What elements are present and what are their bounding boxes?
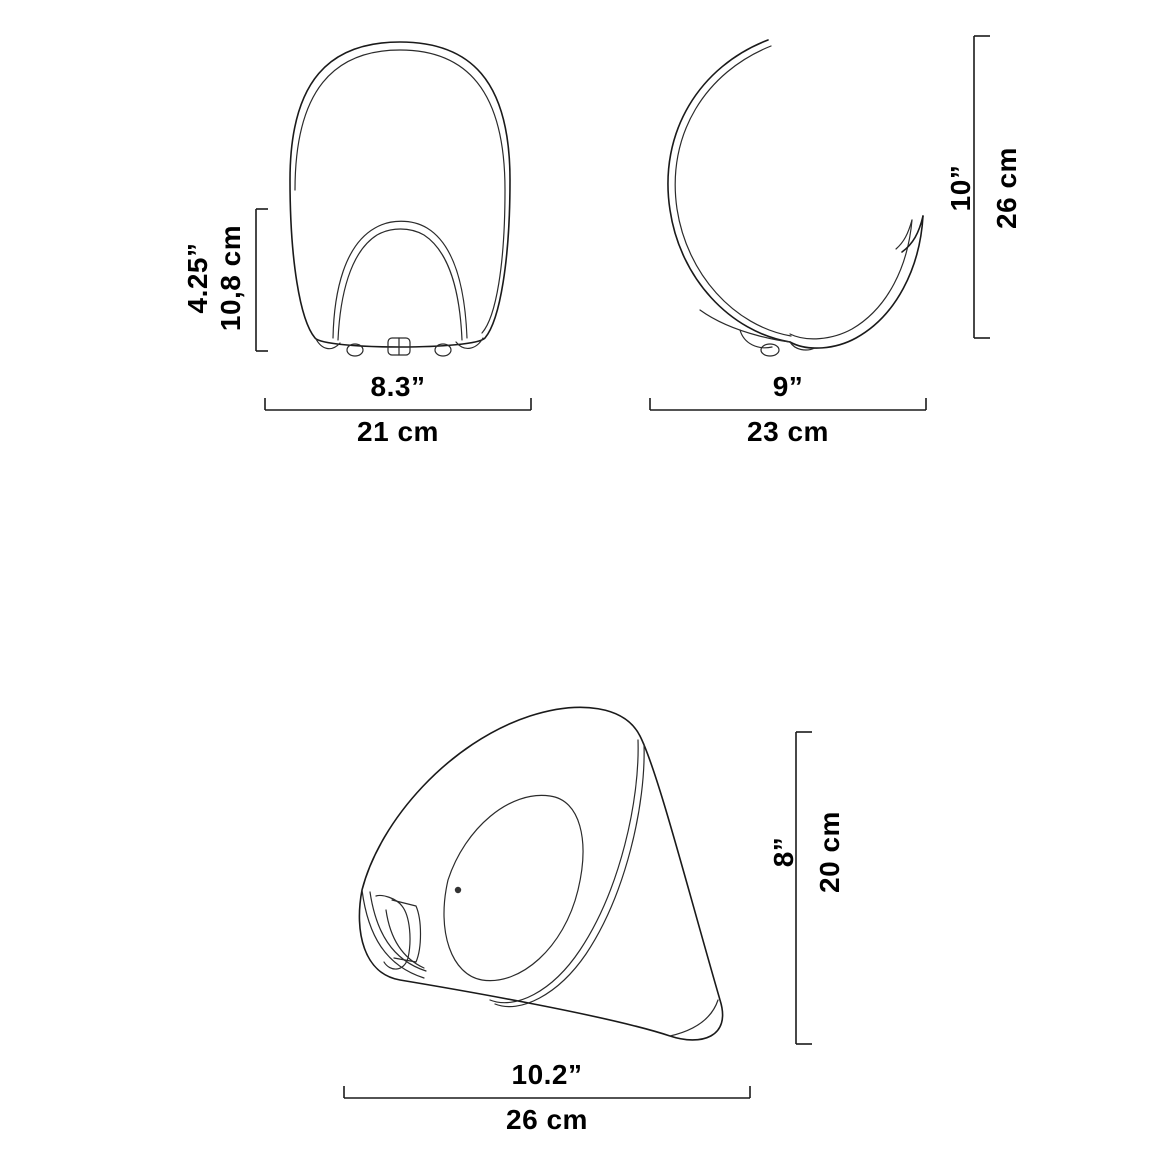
front-width-inches-label: 8.3” bbox=[370, 371, 426, 402]
perspective-height-cm-label: 20 cm bbox=[814, 811, 845, 893]
front-width-dimension-line bbox=[263, 405, 533, 415]
perspective-view-group bbox=[340, 700, 760, 1060]
side-width-inches-label: 9” bbox=[772, 371, 804, 402]
perspective-width-cm-label: 26 cm bbox=[506, 1104, 588, 1135]
front-height-cm-label: 10,8 cm bbox=[215, 224, 246, 332]
front-width-cm-label: 21 cm bbox=[357, 416, 439, 447]
front-view-group bbox=[250, 20, 550, 360]
front-height-inches-label: 4.25” bbox=[182, 242, 213, 314]
front-view-drawing bbox=[250, 20, 550, 360]
perspective-width-inches-label: 10.2” bbox=[511, 1059, 583, 1090]
perspective-height-inches-label: 8” bbox=[768, 836, 799, 868]
side-height-inches-label: 10” bbox=[945, 164, 976, 212]
perspective-width-dimension-line bbox=[342, 1093, 752, 1103]
side-height-cm-label: 26 cm bbox=[991, 147, 1022, 229]
side-width-cm-label: 23 cm bbox=[747, 416, 829, 447]
side-view-drawing bbox=[640, 20, 950, 360]
side-width-dimension-line bbox=[648, 405, 928, 415]
perspective-view-drawing bbox=[340, 700, 760, 1060]
side-view-group bbox=[640, 20, 950, 360]
